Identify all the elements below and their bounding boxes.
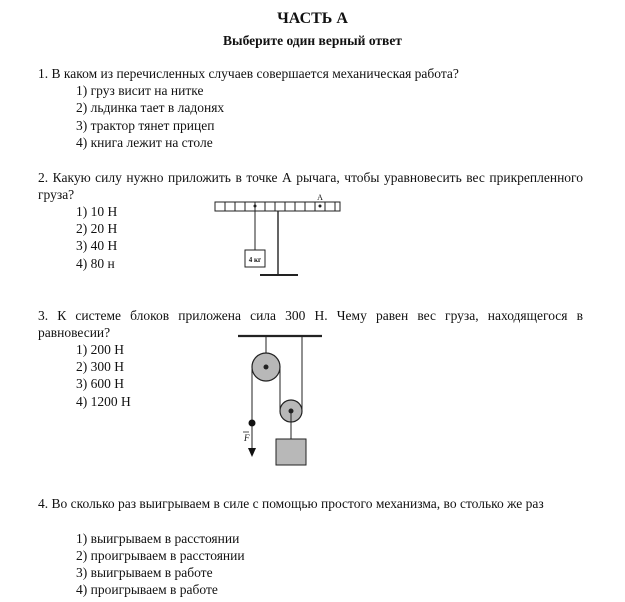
lever-figure bbox=[210, 190, 350, 285]
weight-label: 4 кг bbox=[248, 256, 262, 264]
question-4-option-2[interactable]: 2) проигрываем в расстоянии bbox=[76, 548, 245, 563]
question-1-option-4[interactable]: 4) книга лежит на столе bbox=[76, 135, 213, 150]
question-3-option-3[interactable]: 3) 600 Н bbox=[76, 376, 124, 391]
question-2-option-4[interactable]: 4) 80 н bbox=[76, 256, 115, 271]
question-2-option-1[interactable]: 1) 10 Н bbox=[76, 204, 118, 219]
page-subtitle: Выберите один верный ответ bbox=[223, 33, 402, 48]
question-1-option-1[interactable]: 1) груз висит на нитке bbox=[76, 83, 204, 98]
question-1-text: 1. В каком из перечисленных случаев совершается механическая работа? bbox=[38, 66, 459, 81]
question-3-option-1[interactable]: 1) 200 Н bbox=[76, 342, 124, 357]
question-3-option-4[interactable]: 4) 1200 Н bbox=[76, 394, 131, 409]
point-a-label: А bbox=[317, 193, 323, 202]
question-3-text: 3. К системе блоков приложена сила 300 Н. Чему равен вес груза, находящегося в равновесии? bbox=[38, 308, 583, 340]
question-1-option-3[interactable]: 3) трактор тянет прицеп bbox=[76, 118, 215, 133]
question-1-option-2[interactable]: 2) льдинка тает в ладонях bbox=[76, 100, 225, 115]
question-2-text: 2. Какую силу нужно приложить в точке А рычага, чтобы уравновесить вес прикрепленного груза? bbox=[38, 170, 583, 202]
question-4-option-1[interactable]: 1) выигрываем в расстоянии bbox=[76, 531, 240, 546]
question-4-option-4[interactable]: 4) проигрываем в работе bbox=[76, 582, 218, 597]
question-2-option-2[interactable]: 2) 20 Н bbox=[76, 221, 118, 236]
page-title: ЧАСТЬ А bbox=[277, 10, 348, 27]
question-2-option-3[interactable]: 3) 40 Н bbox=[76, 238, 118, 253]
question-4-option-3[interactable]: 3) выигрываем в работе bbox=[76, 565, 213, 580]
force-label: F bbox=[244, 433, 250, 443]
load-block bbox=[276, 439, 306, 465]
pulley-figure bbox=[230, 328, 330, 468]
question-3-option-2[interactable]: 2) 300 Н bbox=[76, 359, 124, 374]
question-4-text: 4. Во сколько раз выигрываем в силе с помощью простого механизма, во столько же раз bbox=[38, 496, 544, 511]
